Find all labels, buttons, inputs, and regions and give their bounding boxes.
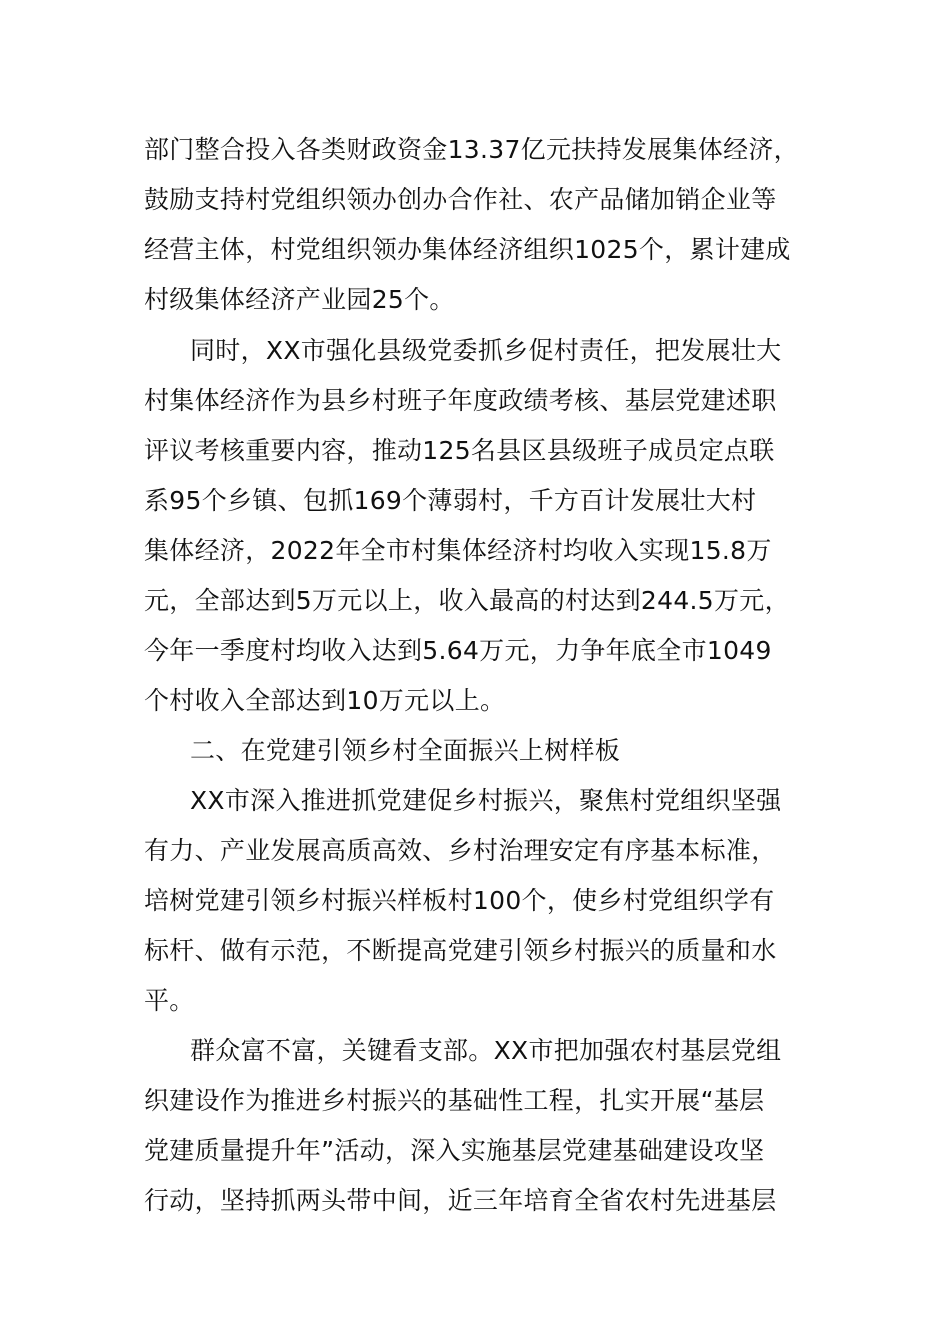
text-line: 标杆、做有示范，不断提高党建引领乡村振兴的质量和水 <box>144 936 777 965</box>
text-line: 个村收入全部达到10万元以上。 <box>144 686 506 715</box>
text-line: 平。 <box>144 986 195 1015</box>
text-line: 今年一季度村均收入达到5.64万元，力争年底全市1049 <box>144 636 772 665</box>
text-line: 集体经济，2022年全市村集体经济村均收入实现15.8万 <box>144 536 772 565</box>
text-line: 评议考核重要内容，推动125名县区县级班子成员定点联 <box>144 436 775 465</box>
text-line: 系95个乡镇、包抓169个薄弱村，千方百计发展壮大村 <box>144 486 757 515</box>
paragraph-first-line: 同时，XX市强化县级党委抓乡促村责任，把发展壮大 <box>190 336 782 365</box>
text-line: 部门整合投入各类财政资金13.37亿元扶持发展集体经济， <box>144 135 799 164</box>
text-line: 培树党建引领乡村振兴样板村100个，使乡村党组织学有 <box>144 886 775 915</box>
text-line: 有力、产业发展高质高效、乡村治理安定有序基本标准， <box>144 836 777 865</box>
text-line: 织建设作为推进乡村振兴的基础性工程，扎实开展“基层 <box>144 1086 765 1115</box>
text-line: 鼓励支持村党组织领办创办合作社、农产品储加销企业等 <box>144 185 777 214</box>
paragraph-first-line: XX市深入推进抓党建促乡村振兴，聚焦村党组织坚强 <box>190 786 782 815</box>
text-line: 元，全部达到5万元以上，收入最高的村达到244.5万元， <box>144 586 790 615</box>
text-line: 村集体经济作为县乡村班子年度政绩考核、基层党建述职 <box>144 386 777 415</box>
paragraph-first-line: 群众富不富，关键看支部。XX市把加强农村基层党组 <box>190 1036 782 1065</box>
text-line: 村级集体经济产业园25个。 <box>144 285 455 314</box>
text-line: 党建质量提升年”活动，深入实施基层党建基础建设攻坚 <box>144 1136 765 1165</box>
text-line: 经营主体，村党组织领办集体经济组织1025个，累计建成 <box>144 235 791 264</box>
text-line: 行动，坚持抓两头带中间，近三年培育全省农村先进基层 <box>144 1186 777 1215</box>
section-heading: 二、在党建引领乡村全面振兴上树样板 <box>190 736 621 765</box>
